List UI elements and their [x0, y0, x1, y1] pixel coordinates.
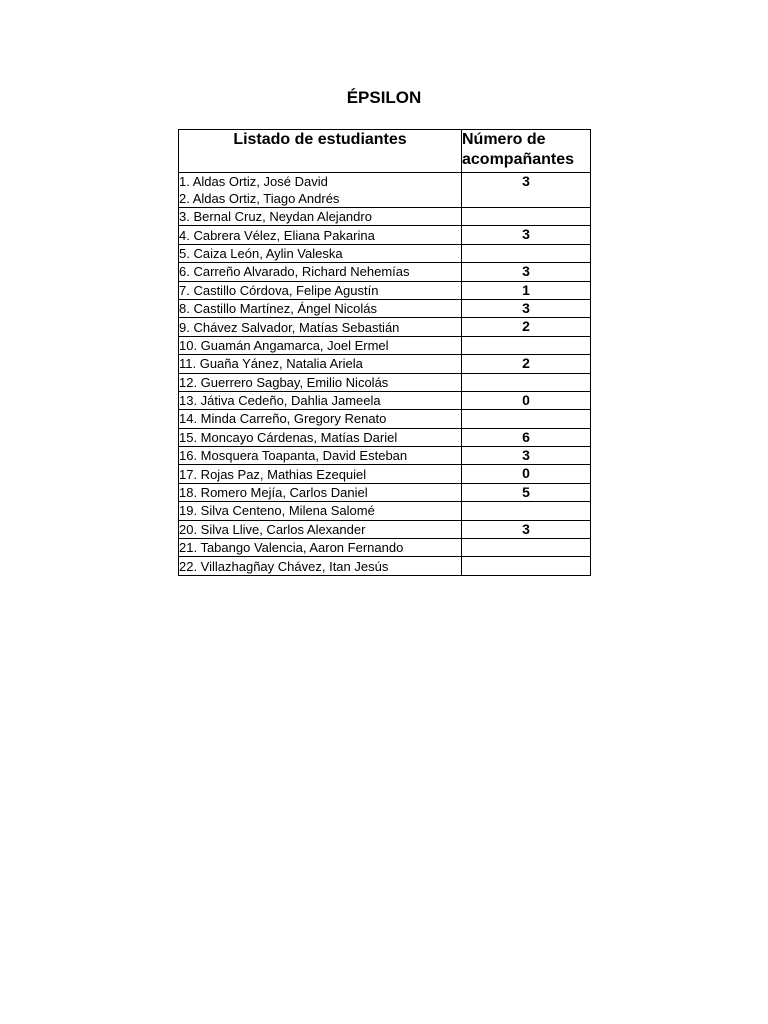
- student-name: 18. Romero Mejía, Carlos Daniel: [179, 485, 368, 501]
- header-companions-line1: Número de: [462, 131, 546, 148]
- companions-count: 0: [462, 391, 591, 409]
- companions-count: 3: [462, 299, 591, 317]
- student-name-cell: [179, 483, 462, 501]
- table-row: [179, 391, 591, 409]
- student-name: 10. Guamán Angamarca, Joel Ermel: [179, 337, 389, 353]
- student-name-cell: [179, 447, 462, 465]
- table-header-row: [179, 130, 591, 173]
- companions-count: 0: [462, 465, 591, 483]
- companions-count: 2: [462, 318, 591, 336]
- companions-count: 3: [462, 520, 591, 538]
- companions-count: 5: [462, 483, 591, 501]
- student-name: 4. Cabrera Vélez, Eliana Pakarina: [179, 227, 375, 243]
- student-name-cell: [179, 281, 462, 299]
- companions-count: [462, 410, 591, 428]
- student-name: 5. Caiza León, Aylin Valeska: [179, 245, 343, 261]
- student-name: 11. Guaña Yánez, Natalia Ariela: [179, 356, 363, 372]
- student-name: 21. Tabango Valencia, Aaron Fernando: [179, 540, 404, 556]
- table-row: [179, 502, 591, 520]
- table-row: [179, 373, 591, 391]
- table-row: [179, 318, 591, 336]
- table-row: [179, 447, 591, 465]
- table-row: [179, 226, 591, 244]
- table-row: [179, 557, 591, 575]
- table-row: [179, 355, 591, 373]
- student-name-cell: [179, 465, 462, 483]
- companions-count: 3: [462, 226, 591, 244]
- student-name-cell: [179, 428, 462, 446]
- student-name: 7. Castillo Córdova, Felipe Agustín: [179, 282, 379, 298]
- header-students: Listado de estudiantes: [179, 130, 462, 173]
- student-name: 12. Guerrero Sagbay, Emilio Nicolás: [179, 374, 389, 390]
- student-name: 17. Rojas Paz, Mathias Ezequiel: [179, 466, 367, 482]
- table-row: [179, 520, 591, 538]
- student-name-cell: [179, 336, 462, 354]
- table-row: [179, 173, 591, 208]
- student-name-cell: [179, 557, 462, 575]
- student-name: 13. Játiva Cedeño, Dahlia Jameela: [179, 393, 381, 409]
- student-name: 19. Silva Centeno, Milena Salomé: [179, 503, 375, 519]
- student-name: 14. Minda Carreño, Gregory Renato: [179, 411, 387, 427]
- table-row: [179, 483, 591, 501]
- companions-count: 3: [462, 263, 591, 281]
- table-row: [179, 410, 591, 428]
- table-row: [179, 263, 591, 281]
- companions-count: [462, 539, 591, 557]
- companions-count: [462, 373, 591, 391]
- student-name: 1. Aldas Ortiz, José David: [179, 174, 328, 189]
- table-row: [179, 428, 591, 446]
- student-name: 6. Carreño Alvarado, Richard Nehemías: [179, 264, 410, 280]
- table-row: [179, 244, 591, 262]
- student-name-cell: [179, 539, 462, 557]
- student-name-cell: [179, 410, 462, 428]
- student-name-cell: [179, 299, 462, 317]
- student-name: 22. Villazhagñay Chávez, Itan Jesús: [179, 558, 389, 574]
- companions-count: 1: [462, 281, 591, 299]
- student-name-cell: [179, 520, 462, 538]
- student-name: 16. Mosquera Toapanta, David Esteban: [179, 448, 408, 464]
- student-name-cell: [179, 355, 462, 373]
- companions-count: 2: [462, 355, 591, 373]
- student-name: 15. Moncayo Cárdenas, Matías Dariel: [179, 429, 398, 445]
- student-name-cell: [179, 263, 462, 281]
- companions-count: [462, 502, 591, 520]
- student-name-cell: [179, 173, 462, 208]
- student-name-cell: [179, 373, 462, 391]
- student-name: 3. Bernal Cruz, Neydan Alejandro: [179, 209, 372, 225]
- student-name-cell: [179, 318, 462, 336]
- companions-count: [462, 208, 591, 226]
- students-table: [178, 129, 591, 576]
- student-name: 20. Silva Llive, Carlos Alexander: [179, 521, 366, 537]
- student-name-cell: [179, 391, 462, 409]
- companions-count: 3: [462, 173, 591, 208]
- header-companions-line2: acompañantes: [462, 151, 575, 168]
- companions-count: [462, 336, 591, 354]
- table-row: [179, 281, 591, 299]
- student-name-cell: [179, 244, 462, 262]
- table-row: [179, 539, 591, 557]
- student-name: 2. Aldas Ortiz, Tiago Andrés: [179, 191, 340, 206]
- student-name: 8. Castillo Martínez, Ángel Nicolás: [179, 301, 377, 317]
- companions-count: 6: [462, 428, 591, 446]
- table-row: [179, 465, 591, 483]
- student-name-cell: [179, 502, 462, 520]
- student-name-cell: [179, 226, 462, 244]
- table-row: [179, 208, 591, 226]
- student-name-cell: [179, 208, 462, 226]
- companions-count: 3: [462, 447, 591, 465]
- page-title: ÉPSILON: [346, 88, 422, 107]
- student-name: 9. Chávez Salvador, Matías Sebastián: [179, 319, 400, 335]
- companions-count: [462, 557, 591, 575]
- table-body: [179, 173, 591, 576]
- table-row: [179, 336, 591, 354]
- table-row: [179, 299, 591, 317]
- companions-count: [462, 244, 591, 262]
- header-companions: [462, 130, 591, 173]
